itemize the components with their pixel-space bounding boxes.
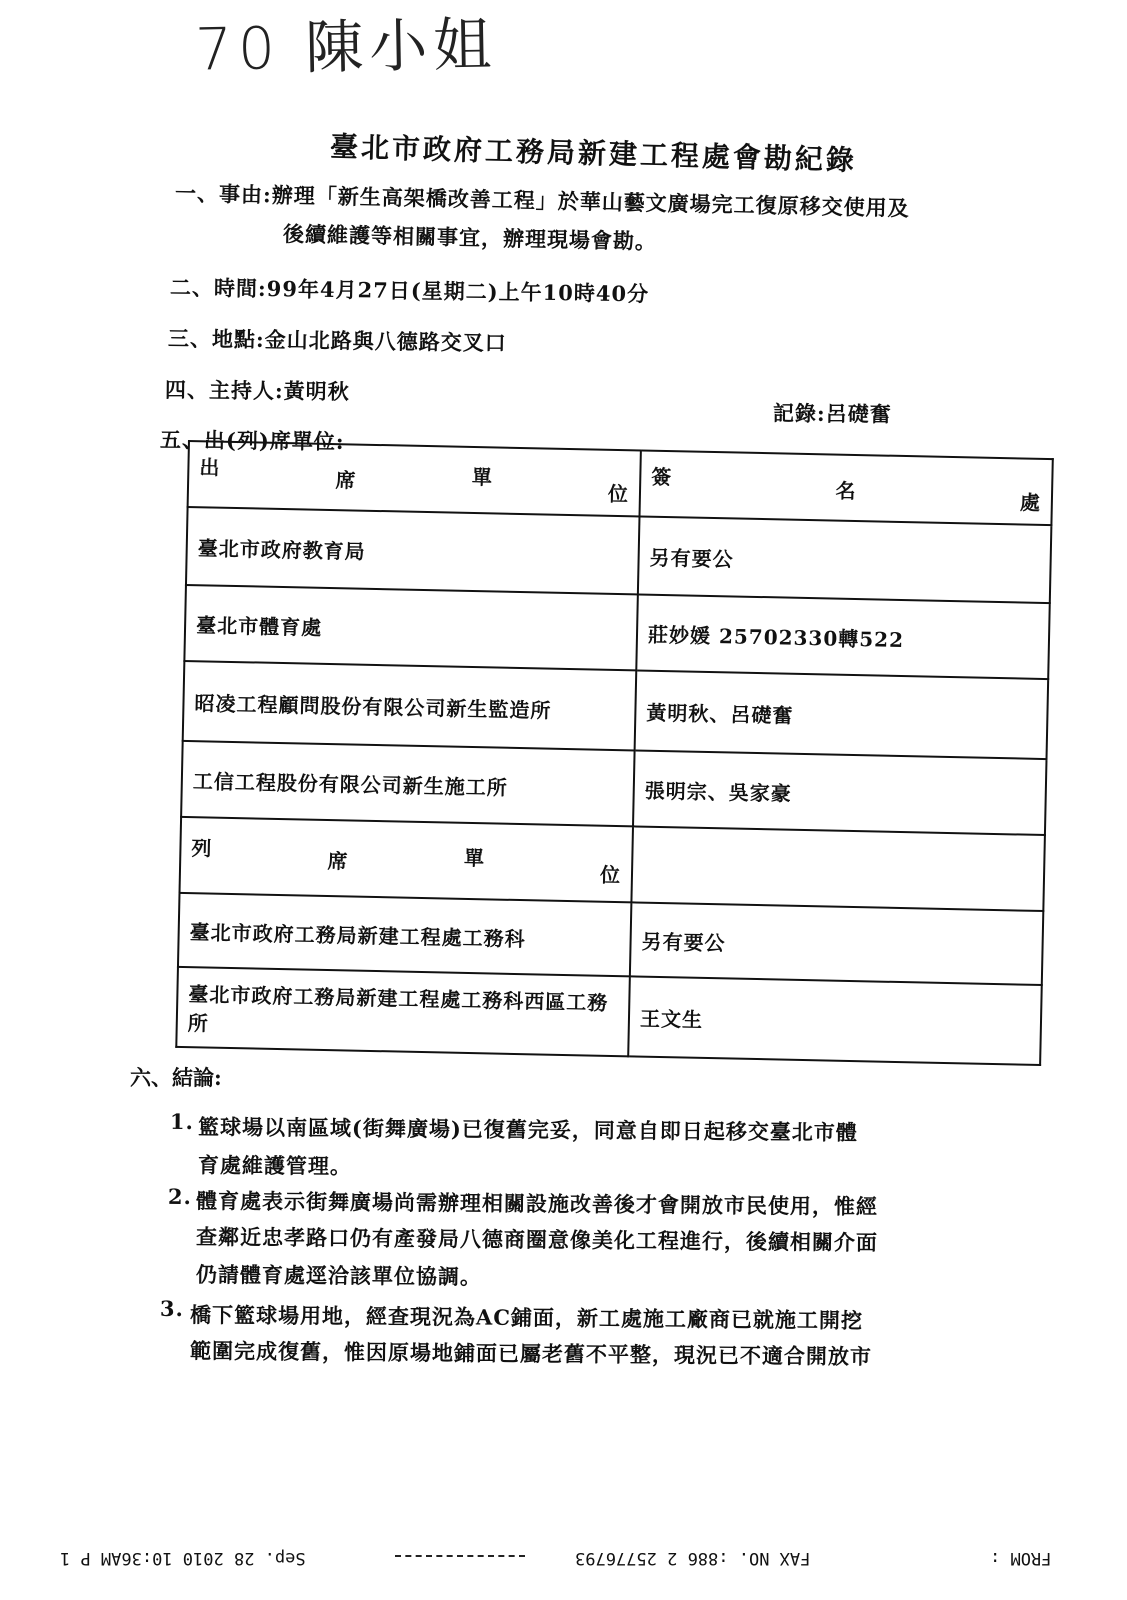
- present-header-cell: [180, 817, 633, 902]
- conclusion-item-2-line-3: 仍請體育處逕洽該單位協調。: [195, 1261, 483, 1290]
- conclusion-item-3-line-2: 範圍完成復舊，惟因原場地鋪面已屬老舊不平整，現況已不適合開放市: [189, 1338, 873, 1369]
- handwritten-note: 70 陳小姐: [194, 10, 498, 84]
- attendance-table: [175, 440, 1054, 1066]
- header-char: 單: [471, 464, 494, 489]
- conclusion-item-1-line-1: 籃球場以南區域(街舞廣場)已復舊完妥，同意自即日起移交臺北市體: [197, 1114, 858, 1145]
- header-char: 單: [463, 845, 486, 870]
- fax-footer-number: FAX NO. :886 2 25776793: [575, 1548, 811, 1568]
- section-attendees-label: 五、出(列)席單位:: [159, 427, 345, 454]
- table-row: [176, 967, 1041, 1065]
- fax-footer-datetime: Sep. 28 2010 10:36AM P 1: [60, 1548, 306, 1568]
- header-char: 席: [335, 467, 357, 493]
- section-time: 二、時間:99年4月27日(星期二)上午10時40分: [169, 274, 650, 307]
- unit-cell: 工信工程股份有限公司新生施工所: [181, 741, 634, 826]
- attendance-table-wrap: [175, 440, 1042, 1097]
- conclusion-item-3-line-1: 橋下籃球場用地，經查現況為AC鋪面，新工處施工廠商已就施工開挖: [189, 1302, 864, 1333]
- section-location: 三、地點:金山北路與八德路交叉口: [167, 325, 507, 356]
- header-char: 處: [1019, 489, 1042, 515]
- attend-header-cell: [188, 441, 641, 516]
- header-char: 出: [199, 454, 221, 480]
- document-title: 臺北市政府工務局新建工程處會勘紀錄: [329, 130, 858, 177]
- sign-header-cell: [639, 450, 1052, 525]
- unit-cell: 臺北市體育處: [184, 585, 637, 670]
- recorder: 記錄:呂礎奮: [772, 400, 892, 427]
- header-char: 簽: [651, 464, 673, 489]
- sign-cell: 張明宗、吳家豪: [633, 750, 1047, 835]
- present-sign-empty-cell: [631, 826, 1045, 911]
- fax-footer-divider: [395, 1555, 525, 1557]
- conclusions-label: 六、結論:: [130, 1065, 222, 1090]
- sign-cell: 王文生: [628, 976, 1042, 1065]
- conclusion-item-1-line-2: 育處維護管理。: [197, 1152, 353, 1179]
- header-char: 列: [191, 835, 213, 861]
- section-subject-line-2: 後續維護等相關事宜，辦理現場會勘。: [282, 221, 658, 254]
- conclusion-item-2-number: 2.: [167, 1183, 193, 1210]
- unit-cell: 昭凌工程顧問股份有限公司新生監造所: [183, 661, 637, 750]
- unit-cell: 臺北市政府工務局新建工程處工務科: [178, 893, 631, 976]
- conclusion-item-2-line-2: 查鄰近忠孝路口仍有產發局八德商圈意像美化工程進行，後續相關介面: [195, 1224, 879, 1255]
- header-char: 席: [327, 848, 349, 873]
- unit-cell: 臺北市政府教育局: [186, 507, 640, 594]
- sign-cell: 另有要公: [638, 516, 1052, 603]
- section-subject-line-1: 一、事由:辦理「新生高架橋改善工程」於華山藝文廣場完工復原移交使用及: [174, 180, 910, 221]
- conclusion-item-3-number: 3.: [159, 1295, 185, 1322]
- sign-cell: 另有要公: [630, 902, 1043, 985]
- header-char: 位: [599, 862, 622, 887]
- sign-cell: 黃明秋、呂礎奮: [635, 670, 1049, 759]
- header-char: 名: [835, 478, 857, 503]
- section-host: 四、主持人:黃明秋: [164, 377, 350, 404]
- header-char: 位: [607, 481, 630, 506]
- fax-footer-from: FROM :: [990, 1548, 1052, 1568]
- unit-cell: 臺北市政府工務局新建工程處工務科西區工務所: [176, 967, 630, 1056]
- conclusion-item-2-line-1: 體育處表示街舞廣場尚需辦理相關設施改善後才會開放市民使用，惟經: [195, 1188, 879, 1219]
- conclusion-item-1-number: 1.: [169, 1108, 195, 1135]
- sign-cell: 莊妙媛 25702330轉522: [636, 594, 1050, 679]
